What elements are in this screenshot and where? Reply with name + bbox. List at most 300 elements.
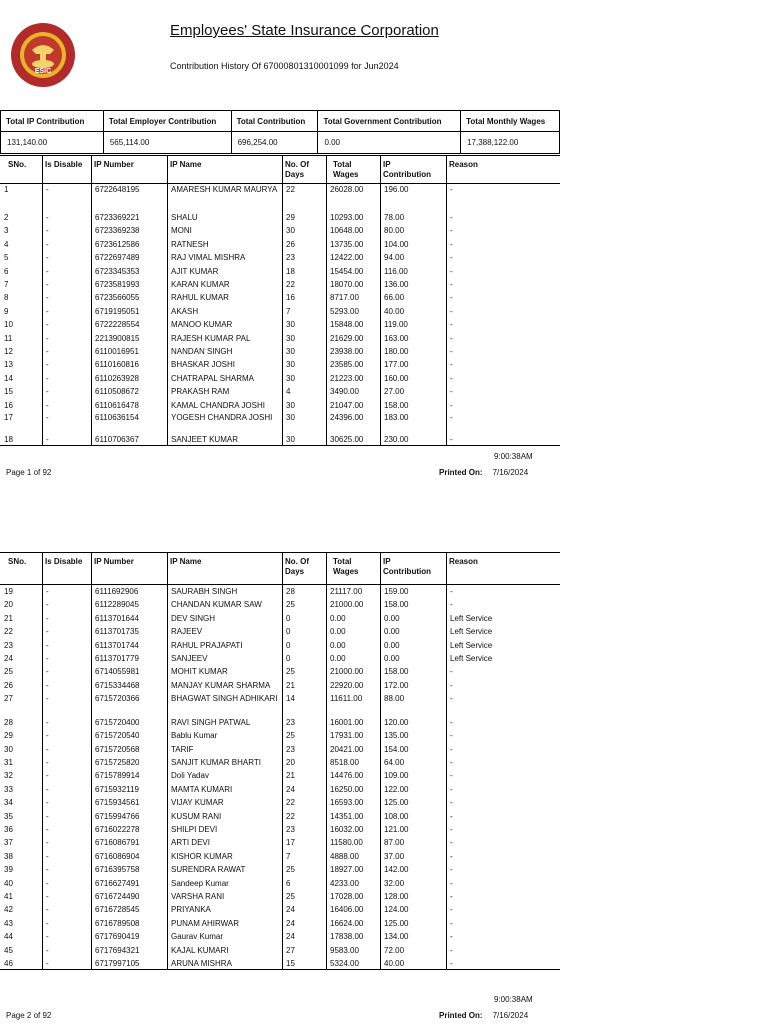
print-time: 9:00:38AM [494, 452, 533, 461]
cell-wages: 16032.00 [330, 825, 364, 834]
cell-is-disable: - [46, 239, 49, 249]
cell-reason: - [450, 825, 453, 834]
cell-ip-contribution: 163.00 [384, 333, 409, 343]
cell-days: 14 [286, 693, 295, 703]
cell-sno: 20 [4, 600, 13, 610]
cell-ip-name: RAHUL KUMAR [171, 293, 229, 303]
table-row [0, 210, 560, 223]
cell-is-disable: - [46, 838, 49, 848]
cell-ip-contribution: 27.00 [384, 387, 405, 397]
cell-wages: 21629.00 [330, 333, 364, 343]
table-row [0, 678, 560, 692]
cell-reason: - [450, 717, 453, 727]
cell-ip-contribution: 183.00 [384, 413, 409, 422]
table-row [0, 849, 560, 862]
cell-days: 23 [286, 744, 295, 754]
cell-wages: 11580.00 [330, 838, 363, 848]
cell-ip-name: MANOO KUMAR [171, 320, 233, 330]
table-row [0, 809, 560, 822]
cell-reason: - [450, 333, 453, 343]
summary-value: 0.00 [318, 132, 461, 154]
cell-is-disable: - [46, 918, 49, 928]
table-row [0, 862, 560, 875]
cell-is-disable: - [46, 905, 49, 915]
table-row [0, 277, 560, 290]
summary-header: Total Monthly Wages [461, 111, 560, 132]
cell-reason: - [450, 400, 453, 410]
cell-wages: 21047.00 [330, 400, 364, 410]
cell-wages: 17028.00 [330, 892, 364, 901]
cell-ip-contribution: 40.00 [384, 959, 405, 968]
cell-days: 15 [286, 959, 295, 968]
cell-ip-number: 6723566055 [95, 293, 140, 303]
cell-ip-contribution: 40.00 [384, 306, 405, 316]
cell-wages: 16001.00 [330, 717, 364, 727]
cell-ip-name: Doli Yadav [171, 771, 209, 781]
page-number: Page 2 of 92 [6, 1011, 52, 1020]
cell-ip-number: 6715725820 [95, 758, 140, 767]
cell-is-disable: - [46, 693, 49, 703]
cell-is-disable: - [46, 865, 49, 875]
cell-days: 24 [286, 932, 295, 942]
cell-wages: 21000.00 [330, 667, 364, 677]
cell-wages: 18927.00 [330, 865, 364, 875]
cell-reason: - [450, 851, 453, 861]
summary-header: Total Employer Contribution [103, 111, 231, 132]
cell-reason: Left Service [450, 654, 493, 663]
page-title: Employees' State Insurance Corporation [170, 22, 439, 39]
cell-days: 0 [286, 613, 291, 623]
column-header-ip-contribution: IP Contribution [383, 160, 431, 179]
cell-wages: 3490.00 [330, 387, 359, 397]
cell-reason: - [450, 253, 453, 263]
cell-reason: - [450, 306, 453, 316]
table-row [0, 902, 560, 915]
cell-reason: - [450, 918, 453, 928]
cell-ip-number: 6715789914 [95, 771, 140, 781]
cell-ip-contribution: 78.00 [384, 213, 405, 222]
cell-ip-number: 6110263928 [95, 373, 139, 383]
cell-sno: 14 [4, 373, 13, 383]
cell-reason: Left Service [450, 613, 493, 623]
table-row [0, 876, 560, 889]
cell-days: 24 [286, 918, 295, 928]
cell-ip-contribution: 125.00 [384, 798, 409, 808]
cell-wages: 9583.00 [330, 945, 359, 955]
cell-ip-number: 6716395758 [95, 865, 140, 875]
cell-is-disable: - [46, 932, 49, 942]
cell-sno: 23 [4, 640, 13, 650]
cell-sno: 24 [4, 654, 13, 663]
cell-reason: - [450, 185, 453, 194]
cell-ip-name: AJIT KUMAR [171, 266, 219, 276]
cell-ip-number: 6722228554 [95, 320, 140, 330]
cell-wages: 18070.00 [330, 280, 364, 289]
table-row [0, 664, 560, 677]
cell-ip-contribution: 120.00 [384, 717, 409, 727]
cell-ip-name: RAJESH KUMAR PAL [171, 333, 251, 343]
cell-days: 30 [286, 435, 295, 444]
cell-is-disable: - [46, 892, 49, 901]
cell-is-disable: - [46, 360, 49, 370]
cell-sno: 39 [4, 865, 13, 875]
cell-ip-name: SANJEET KUMAR [171, 435, 238, 444]
cell-is-disable: - [46, 333, 49, 343]
cell-is-disable: - [46, 600, 49, 610]
cell-days: 22 [286, 185, 295, 194]
cell-ip-contribution: 142.00 [384, 865, 409, 875]
cell-ip-number: 6111692906 [95, 587, 139, 596]
cell-reason: - [450, 905, 453, 915]
cell-ip-contribution: 180.00 [384, 347, 409, 356]
cell-ip-name: ARTI DEVI [171, 838, 210, 848]
table-row [0, 638, 560, 651]
summary-value: 696,254.00 [231, 132, 318, 154]
cell-ip-contribution: 158.00 [384, 600, 409, 610]
cell-is-disable: - [46, 627, 49, 637]
cell-is-disable: - [46, 226, 49, 236]
table-row [0, 317, 560, 330]
cell-wages: 15848.00 [330, 320, 364, 330]
cell-ip-number: 6715934561 [95, 798, 140, 808]
cell-days: 21 [286, 680, 295, 690]
table-row [0, 357, 560, 370]
summary-header: Total IP Contribution [1, 111, 104, 132]
cell-wages: 0.00 [330, 627, 346, 637]
cell-ip-number: 6722648195 [95, 185, 140, 194]
table-row [0, 822, 560, 835]
cell-reason: - [450, 280, 453, 289]
column-header-reason: Reason [449, 557, 478, 566]
cell-wages: 24396.00 [330, 413, 364, 422]
cell-sno: 18 [4, 435, 13, 444]
cell-wages: 30625.00 [330, 435, 364, 444]
cell-ip-name: MOHIT KUMAR [171, 667, 228, 677]
cell-is-disable: - [46, 654, 49, 663]
column-header-ip-name: IP Name [170, 160, 202, 169]
cell-sno: 19 [4, 587, 13, 596]
cell-is-disable: - [46, 293, 49, 303]
column-header-ip-contribution: IP Contribution [383, 557, 431, 576]
table-row [0, 728, 560, 741]
column-header-days: No. Of Days [285, 160, 309, 179]
cell-reason: - [450, 587, 453, 596]
cell-ip-contribution: 32.00 [384, 878, 405, 888]
cell-ip-contribution: 108.00 [384, 811, 409, 821]
cell-days: 28 [286, 587, 295, 596]
cell-wages: 17838.00 [330, 932, 364, 942]
cell-days: 23 [286, 825, 295, 834]
cell-ip-contribution: 134.00 [384, 932, 409, 942]
cell-sno: 38 [4, 851, 13, 861]
cell-is-disable: - [46, 878, 49, 888]
cell-sno: 26 [4, 680, 13, 690]
cell-ip-number: 6715334468 [95, 680, 140, 690]
cell-ip-number: 6715720400 [95, 717, 140, 727]
cell-ip-name: MONI [171, 226, 192, 236]
summary-header: Total Contribution [231, 111, 318, 132]
cell-ip-name: CHANDAN KUMAR SAW [171, 600, 262, 610]
cell-wages: 10648.00 [330, 226, 364, 236]
cell-reason: - [450, 959, 453, 968]
cell-is-disable: - [46, 435, 49, 444]
table-row [0, 956, 560, 969]
cell-wages: 21117.00 [330, 587, 363, 596]
cell-days: 25 [286, 865, 295, 875]
cell-ip-contribution: 72.00 [384, 945, 405, 955]
cell-sno: 45 [4, 945, 13, 955]
cell-sno: 30 [4, 744, 13, 754]
cell-ip-number: 6113701735 [95, 627, 139, 637]
cell-ip-contribution: 158.00 [384, 667, 409, 677]
cell-reason: - [450, 744, 453, 754]
cell-days: 24 [286, 784, 295, 794]
cell-is-disable: - [46, 413, 49, 422]
cell-ip-number: 6113701779 [95, 654, 139, 663]
cell-wages: 5324.00 [330, 959, 359, 968]
cell-reason: - [450, 892, 453, 901]
page-subtitle: Contribution History Of 67000801310001099 for Jun2024 [170, 61, 399, 71]
cell-wages: 21223.00 [330, 373, 364, 383]
cell-ip-contribution: 196.00 [384, 185, 409, 194]
cell-ip-name: ARUNA MISHRA [171, 959, 232, 968]
cell-ip-number: 6110016951 [95, 347, 139, 356]
cell-wages: 0.00 [330, 613, 346, 623]
cell-ip-number: 6716724490 [95, 892, 140, 901]
cell-ip-name: SHALU [171, 213, 198, 222]
table-row [0, 715, 560, 728]
cell-ip-number: 6110616478 [95, 400, 139, 410]
cell-ip-number: 6716022278 [95, 825, 140, 834]
cell-sno: 46 [4, 959, 13, 968]
cell-wages: 8717.00 [330, 293, 359, 303]
cell-is-disable: - [46, 185, 49, 194]
cell-ip-number: 2213900815 [95, 333, 140, 343]
cell-ip-number: 6723369238 [95, 226, 140, 236]
cell-ip-contribution: 124.00 [384, 905, 409, 915]
cell-ip-number: 6717690419 [95, 932, 140, 942]
cell-reason: - [450, 838, 453, 848]
cell-days: 30 [286, 413, 295, 422]
cell-ip-name: SANJEEV [171, 654, 208, 663]
table-row [0, 183, 560, 210]
cell-sno: 25 [4, 667, 13, 677]
cell-wages: 4233.00 [330, 878, 359, 888]
cell-reason: - [450, 932, 453, 942]
cell-wages: 16593.00 [330, 798, 364, 808]
cell-days: 7 [286, 851, 291, 861]
table-row [0, 768, 560, 781]
cell-reason: - [450, 878, 453, 888]
cell-is-disable: - [46, 945, 49, 955]
cell-ip-name: SHILPI DEVI [171, 825, 218, 834]
cell-reason: - [450, 693, 453, 703]
cell-days: 20 [286, 758, 295, 767]
cell-is-disable: - [46, 400, 49, 410]
cell-ip-number: 6723612586 [95, 239, 140, 249]
cell-sno: 29 [4, 731, 13, 741]
cell-days: 22 [286, 811, 295, 821]
cell-is-disable: - [46, 825, 49, 834]
cell-sno: 4 [4, 239, 9, 249]
cell-sno: 27 [4, 693, 13, 703]
cell-sno: 32 [4, 771, 13, 781]
cell-wages: 11611.00 [330, 693, 363, 703]
cell-wages: 22920.00 [330, 680, 364, 690]
cell-is-disable: - [46, 811, 49, 821]
cell-wages: 4888.00 [330, 851, 359, 861]
cell-is-disable: - [46, 851, 49, 861]
cell-sno: 9 [4, 306, 9, 316]
cell-is-disable: - [46, 587, 49, 596]
cell-ip-number: 6714055981 [95, 667, 140, 677]
cell-wages: 21000.00 [330, 600, 364, 610]
cell-days: 4 [286, 387, 291, 397]
cell-days: 30 [286, 400, 295, 410]
cell-ip-contribution: 154.00 [384, 744, 409, 754]
cell-sno: 42 [4, 905, 13, 915]
cell-ip-name: Sandeep Kumar [171, 878, 229, 888]
cell-sno: 43 [4, 918, 13, 928]
cell-days: 16 [286, 293, 295, 303]
cell-ip-name: RATNESH [171, 239, 209, 249]
cell-reason: Left Service [450, 627, 493, 637]
cell-ip-name: NANDAN SINGH [171, 347, 233, 356]
table-row [0, 411, 560, 432]
cell-wages: 14476.00 [330, 771, 364, 781]
esic-logo [10, 20, 76, 90]
cell-ip-name: SURENDRA RAWAT [171, 865, 246, 875]
cell-reason: - [450, 865, 453, 875]
cell-wages: 26028.00 [330, 185, 364, 194]
cell-sno: 33 [4, 784, 13, 794]
cell-reason: - [450, 731, 453, 741]
cell-days: 30 [286, 360, 295, 370]
cell-days: 17 [286, 838, 295, 848]
cell-wages: 23585.00 [330, 360, 364, 370]
cell-sno: 2 [4, 213, 9, 222]
cell-days: 25 [286, 600, 295, 610]
table-row [0, 344, 560, 357]
cell-is-disable: - [46, 306, 49, 316]
table-row [0, 835, 560, 848]
cell-wages: 16250.00 [330, 784, 364, 794]
cell-is-disable: - [46, 280, 49, 289]
cell-ip-contribution: 121.00 [384, 825, 409, 834]
cell-ip-number: 6723369221 [95, 213, 140, 222]
cell-reason: - [450, 239, 453, 249]
cell-reason: - [450, 226, 453, 236]
cell-sno: 34 [4, 798, 13, 808]
cell-wages: 12422.00 [330, 253, 364, 263]
summary-table [0, 110, 560, 154]
cell-wages: 23938.00 [330, 347, 364, 356]
cell-is-disable: - [46, 731, 49, 741]
cell-ip-number: 6716728545 [95, 905, 140, 915]
cell-ip-contribution: 80.00 [384, 226, 405, 236]
summary-value: 565,114.00 [103, 132, 231, 154]
cell-days: 23 [286, 253, 295, 263]
cell-reason: - [450, 784, 453, 794]
cell-days: 25 [286, 667, 295, 677]
cell-days: 0 [286, 654, 291, 663]
column-header-wages: Total Wages [333, 160, 359, 179]
cell-ip-contribution: 177.00 [384, 360, 409, 370]
cell-reason: - [450, 320, 453, 330]
cell-ip-name: YOGESH CHANDRA JOSHI [171, 413, 273, 422]
cell-ip-name: VIJAY KUMAR [171, 798, 224, 808]
column-header-is-disable: Is Disable [45, 160, 83, 169]
cell-sno: 5 [4, 253, 9, 263]
cell-is-disable: - [46, 253, 49, 263]
cell-ip-name: KAJAL KUMARI [171, 945, 229, 955]
cell-ip-number: 6717694321 [95, 945, 140, 955]
cell-ip-number: 6112289045 [95, 600, 139, 610]
cell-ip-contribution: 159.00 [384, 587, 409, 596]
cell-wages: 5293.00 [330, 306, 359, 316]
cell-ip-name: RAJEEV [171, 627, 203, 637]
cell-reason: - [450, 758, 453, 767]
cell-sno: 22 [4, 627, 13, 637]
cell-reason: - [450, 373, 453, 383]
table-row [0, 782, 560, 795]
summary-value: 17,388,122.00 [461, 132, 560, 154]
cell-ip-name: PRIYANKA [171, 905, 211, 915]
cell-ip-number: 6113701644 [95, 613, 139, 623]
cell-ip-name: SANJIT KUMAR BHARTI [171, 758, 261, 767]
cell-is-disable: - [46, 758, 49, 767]
cell-ip-name: PRAKASH RAM [171, 387, 230, 397]
table-row [0, 611, 560, 624]
cell-sno: 3 [4, 226, 9, 236]
cell-ip-contribution: 116.00 [384, 266, 408, 276]
cell-sno: 40 [4, 878, 13, 888]
cell-reason: - [450, 811, 453, 821]
table-row [0, 651, 560, 664]
cell-days: 27 [286, 945, 295, 955]
cell-sno: 8 [4, 293, 9, 303]
cell-days: 25 [286, 731, 295, 741]
cell-days: 0 [286, 640, 291, 650]
cell-is-disable: - [46, 373, 49, 383]
table-row [0, 742, 560, 755]
cell-days: 30 [286, 226, 295, 236]
cell-wages: 17931.00 [330, 731, 364, 741]
cell-ip-contribution: 0.00 [384, 654, 400, 663]
cell-sno: 31 [4, 758, 13, 767]
cell-ip-number: 6715720568 [95, 744, 140, 754]
cell-is-disable: - [46, 347, 49, 356]
cell-ip-contribution: 104.00 [384, 239, 409, 249]
cell-ip-number: 6716086904 [95, 851, 140, 861]
column-header-days: No. Of Days [285, 557, 309, 576]
table-row [0, 371, 560, 384]
cell-is-disable: - [46, 213, 49, 222]
cell-ip-name: KUSUM RANI [171, 811, 222, 821]
summary-header: Total Government Contribution [318, 111, 461, 132]
cell-reason: - [450, 667, 453, 677]
column-header-ip-name: IP Name [170, 557, 202, 566]
cell-is-disable: - [46, 798, 49, 808]
cell-reason: - [450, 387, 453, 397]
cell-ip-number: 6715994766 [95, 811, 140, 821]
cell-wages: 13735.00 [330, 239, 364, 249]
cell-ip-contribution: 122.00 [384, 784, 409, 794]
cell-ip-contribution: 87.00 [384, 838, 405, 848]
cell-days: 7 [286, 306, 291, 316]
cell-days: 26 [286, 239, 295, 249]
cell-ip-name: MANJAY KUMAR SHARMA [171, 680, 271, 690]
